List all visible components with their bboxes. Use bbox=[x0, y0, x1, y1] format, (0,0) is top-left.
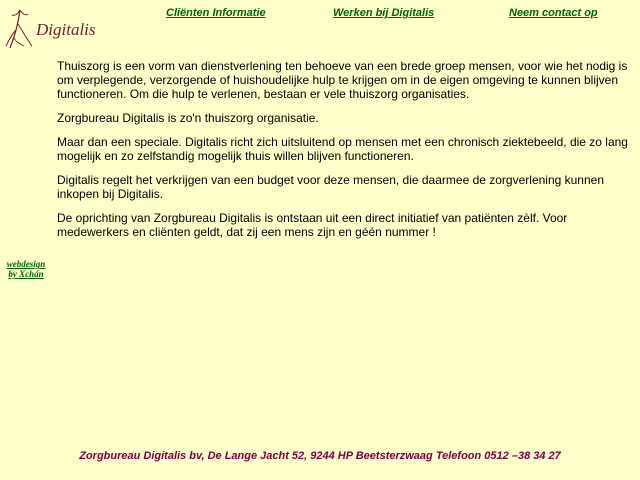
paragraph-oprichting: De oprichting van Zorgbureau Digitalis is ontstaan uit een direct initiatief van patiënten zèlf. Voor medewerkers en cliënten geldt, dat zij een mens zijn en géén nummer ! bbox=[57, 211, 568, 239]
webdesign-author-link[interactable]: by Xchán bbox=[8, 269, 44, 279]
nav-link-werken-bij-digitalis[interactable]: Werken bij Digitalis bbox=[333, 7, 435, 19]
webdesign-credit bbox=[0, 259, 52, 279]
paragraph-intro: Thuiszorg is een vorm van dienstverlening ten behoeve van een brede groep mensen, voor wie het nodig is om verplegende, verzorgende of huishoudelijke hulp te krijgen om in de eigen omgeving te kunnen blijven functioneren. Om die hulp te verlenen, bestaan er vele thuiszorg organisaties. bbox=[57, 59, 628, 101]
paragraph-budget: Digitalis regelt het verkrijgen van een budget voor deze mensen, die daarmee de zorgverlening kunnen inkopen bij Digitalis. bbox=[57, 173, 605, 201]
webdesign-link[interactable]: webdesign bbox=[6, 259, 46, 269]
main-content bbox=[57, 59, 637, 249]
nav-link-clienten-informatie[interactable]: Cliënten Informatie bbox=[166, 7, 266, 19]
footer-address: Zorgbureau Digitalis bv, De Lange Jacht 52, 9244 HP Beetsterzwaag Telefoon 0512 –38 34 27 bbox=[79, 450, 561, 462]
logo-text: Digitalis bbox=[36, 20, 96, 39]
logo[interactable] bbox=[4, 4, 94, 50]
paragraph-organisatie: Zorgbureau Digitalis is zo'n thuiszorg organisatie. bbox=[57, 111, 319, 125]
tulip-stem-icon bbox=[4, 4, 38, 50]
paragraph-speciale: Maar dan een speciale. Digitalis richt zich uitsluitend op mensen met een chronisch ziektebeeld, die zo lang mogelijk en zo zelfstandig mogelijk thuis willen blijven functioneren. bbox=[57, 135, 628, 163]
nav-link-neem-contact-op[interactable]: Neem contact op bbox=[509, 7, 598, 19]
